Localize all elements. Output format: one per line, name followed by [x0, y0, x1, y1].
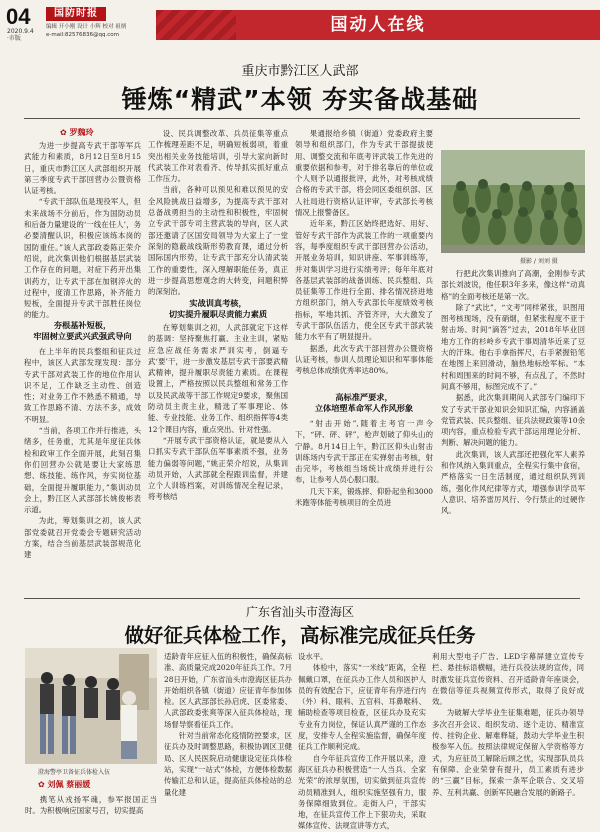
article1-col2: [148, 128, 288, 300]
physical-exam-photo-image: [25, 648, 157, 764]
article1-photo-caption: 摄影 / 刘刘 摄: [520, 258, 558, 265]
paragraph: 果通报给乡镇（街道）党委政府主要领导和组织部门，作为专武干部提拔使用、调整交流和年底考评武装工作先进的重要依据和参考，对于排名靠后的单位或个人则予以通报批评，此外，对考核成绩合格的专武干部，将会同区委组织部、区人社局进行资格认证评审，专武部长考核情况上报警备区。: [295, 129, 433, 218]
paragraph: 设、民兵调整改革、兵员征集等重点工作梳理差距不足，明确短板弱项，着重突出相关业务技能培训，引导大家向新时代武装工作对表看齐、传导抓实抓好重点工作压力。: [148, 129, 288, 184]
article2-photo: [25, 648, 157, 764]
divider-rule: [24, 598, 580, 599]
paragraph: 在筹划集训之初，人武部就定下这样的基调：坚持聚焦打赢、主业主训，紧贴应急应战任务需求严训实考，倒逼专武‘要’干，进一步激发基层专武干部要武精武精神，提升履职尽责能力素质。在课程设置上，严格按照以民兵整组和常务工作以及民武战等干部工作规定9要求，聚焦国防动员主责主业，精选了军事理论、体能、专业技能、业务工作、组织指挥等4类12个课目内容，重点突出、针对性强。: [148, 323, 288, 434]
article2-colC: [298, 651, 426, 831]
paragraph: “开展专武干部资格认证，就是要从入口抓实专武干部队伍军事素质不强，业务能力偏弱等问题，”姚正荣介绍说，从集训动员开始，人武部就全程跟训监督，并建立个人训练档案，对训练情况全程记录，将考核结: [148, 435, 288, 502]
article1-col4: [441, 268, 585, 596]
paragraph: 当前，各种可以预见和难以预见的安全风险挑战日益增多，为提高专武干部对总备战勇担当的主动性和积极性，牢固树立专武干部专司主营武装的导向，区人武部还邀请了区国安局领导为大家上了一堂深刻的隐蔽战线斯形势教育课，通过分析国际国内形势，让专武干部充分认清武装工作的重要性，深入理解职能任务，真正进一步提高思想观念的大转变，问题积弊的深刻治。: [148, 185, 288, 297]
subhead-text: 牢固树立要武兴武强武导向: [33, 331, 132, 341]
article1-photo: [441, 150, 585, 253]
paragraph: 除了“武比”，“文考”同样紧张，识图用图考核现场，没有硝烟，但紧张程度不亚于射击场、时间“滴答”过去，2018年毕业回地方工作的杉岭乡专武干事周清华近来了豆大的汗珠。他右手拿指挥尺，右手紧握铅笔在地图上来回滑动，脑热地标绘军标。“本村和周围来的时间不够，有点乱了，不然时间真不够用，标图完成不了。”: [441, 302, 585, 391]
paragraph: “射击开始”,随着主考官一声令下，“砰、砰、砰”，枪声划破了仰头山的宁静。8月14日上午，黔江区仰头山射击训练场内专武干部正在实弹射击考核，射击完毕，考核组当场统计成绩并进行公布，让参考人员心服口服。: [295, 419, 433, 485]
article2-headline: 做好征兵体检工作，高标准完成征兵任务: [124, 624, 476, 647]
paragraph: 为破解大学毕业生征集难题，征兵办领导多次召开会议、组织发动、逐个走访、精准宣传、挂钩企业、解难释疑，鼓动大学毕业生积极参军入伍。按照法律规定保留入学资格等方式，为应征员工解除后顾之忧，实现部队员兵有保障、企业荣誉有提升，员工素质有进步的“三赢”目标，探索一条军企联合、交叉培养、互利共赢、创新军民融合发展的新路子。: [432, 708, 584, 797]
paragraph: 为进一步提高专武干部等军兵武能力和素质，8月12日至8月15日，重庆市黔江区人武部组织开展第三季度专武干部回营办公暨资格认证考核。: [24, 141, 141, 196]
edition-text: ·市版: [7, 35, 21, 42]
article2-colA: [25, 794, 157, 824]
page-number: 04: [6, 4, 31, 29]
date-text: 2020.9.4: [7, 28, 34, 35]
contact-email: e-mail:82576836@qq.com: [46, 32, 119, 38]
paragraph: 设水平。: [298, 652, 328, 661]
paragraph: 在上半年的民兵整组和征兵过程中，该区人武部发现发现：部分专武干部对武装工作的地位作用认识不足，工作缺乏主动性、创造性；对业务工作不熟悉不精通，导致工作思路不清、方法不多，成效不明显。: [24, 347, 141, 424]
section-title: 国动人在线: [330, 15, 426, 35]
staff-credits: 编辑 开小刚 设计 小辉 校对 祖炳: [46, 24, 127, 30]
paragraph: 针对当前常态化疫情防控要求，区征兵办及时调整思路，积极协调区卫健局、区人民医院启动健康设定征兵体检站，实现“一站式”体检，方便体检数据传输汇总和认证，提高征兵体检站的总量化建: [164, 731, 292, 797]
paragraph: 几天下来，锻炼摔、仰卧起坐和3000米跑等体能考核项目的全员进: [295, 486, 433, 508]
article1-kicker: 重庆市黔江区人武部: [241, 64, 359, 79]
paragraph: 体检中，落实“一米线”距离，全程佩戴口罩，在征兵办工作人员和医护人员的有效配合下，应征青年有序进行内（外）科、眼科、五官科、耳鼻喉科、辅助检查等项目检查，区征兵办及充实专业有力岗位，保证认真严谨的工作态度，安排专人全程实施监督，确保年度征兵工作顺利完成。: [298, 663, 426, 752]
article2-photo-caption: 澄海警亭卫备征兵体检入伍: [38, 769, 111, 776]
newspaper-logo: 国防时报: [46, 7, 106, 21]
subhead-text: 夯根基补短板，: [53, 320, 112, 330]
subhead-text: 切实提升履职尽责能力素质: [168, 309, 268, 319]
paragraph: 此次集训，该人武部还把强化军人素养和作风纳入集训重点，全程实行集中食宿，严格落实一日生活制度，通过组织队列训练，强化作风纪律等方式，增强参训学员军人意识、培养雷厉风行、令行禁止的过硬作风。: [441, 449, 585, 516]
article1-col2b: [148, 322, 288, 596]
paragraph: 自今年征兵宣传工作开展以来，澄海区征兵办积极营造“一人当兵、全家光荣”的浓厚氛围，切实做到征兵宣传动员精准到人，组织实施坚强有力，服务保障细致到位。走街入户，干部实地，在征兵宣传工作上下狠功夫，采取媒体宣传、法规宣讲等方式，: [298, 753, 426, 831]
subhead-text: 立体培塑革命军人作风形象: [314, 403, 414, 413]
article2-kicker: 广东省汕头市澄海区: [245, 605, 354, 619]
article1-headline: 锤炼“精武”本领 夯实备战基础: [121, 85, 479, 114]
article1-col1b: [24, 346, 141, 596]
paragraph: 行把此次集训推向了高潮，金刚参专武部长刘波说，他任职3年多来，像这样“动真格”的全面考核还是第一次。: [441, 269, 585, 301]
paragraph: 据悉，此次专武干部回营办公暨资格认证考核，参训人员理论知识和军事体能考核总体成绩优秀率达80%。: [295, 343, 433, 376]
paragraph: 据悉，此次集训期间人武部专门编印下发了专武干部业知识会知识汇编，内容涵盖党管武装、民兵整组、征兵法规政策等10余项内容，重点检验专武干部运用理论分析、判断、解决问题的能力。: [441, 393, 585, 448]
paragraph: “当前，各项工作并行推进，头绪多，任务重，尤其是年度征兵体检和政审工作全面开展，此刻召集你们回营办公就是要让大家练思想、练技能、练作风，夯实岗位基础，全面提升履职能力，”集训动员会上，黔江区人武部部长姚俊彬表示道。: [24, 426, 141, 515]
subhead-text: 实战训真考核，: [189, 298, 247, 308]
masthead: [6, 6, 594, 40]
article1-col3: [295, 128, 433, 388]
issue-date: [7, 28, 34, 42]
soldiers-photo-image: [441, 150, 585, 253]
article1-subhead-3: [295, 392, 433, 414]
article1-col3b: [295, 418, 433, 596]
paragraph: 适龄青年应征入伍的积极性，确保高标准、高质量完成2020年征兵工作。7月28日开始，广东省汕头市澄海区征兵办开始组织各镇（街道）应征青年参加体检。区人武部部长孙启虎、区委常委、人武部政委张爽等深入征兵体检站，现场督导察看征兵工作。: [164, 652, 292, 729]
article1-col1: [24, 140, 141, 318]
article2-colD: [432, 651, 584, 824]
paragraph: 为此，筹划集训之初，该人武部党委就召开党委会专题研究活动方案，结合当前基层武装部规范化建: [24, 516, 141, 560]
divider-rule: [24, 118, 580, 119]
paragraph: “专武干部队伍是现役军人，但未来战场不分前后，作为国防动员和后备力量建设的‘一线在任人’，务必要清醒认识，积极应该练本岗的国防重任。”该人武部政委陈正荣介绍说，此次集训他们根据基层武装工作存在的问题，对症下药开出集训药方，让专武干部在加钢淬火的过程中，度清工作思路，补齐能力短板，全面提升专武干部胜任岗位的能力。: [24, 197, 141, 320]
paragraph: 利用大型电子广告、LED字幕屏建立宣传专栏、悬挂标语横幅，进行兵役法规的宣传，同时激发征兵宣传资料、召开适龄青年座谈会，在微信等征兵视频宣传形式，取得了良好成效。: [432, 652, 584, 707]
article2-colB: [164, 651, 292, 824]
paragraph: 近年来，黔江区始终把选好、用好、管好专武干部作为武装工作的一项重要内容，每季度组织专武干部回营办公活动，开展业务培训，知识讲座、军事训练等，并对集训学习进行实绩考评；每年年底对各基层武装部的战备训练、民兵整组、兵员征集等工作进行全面、排名情况挤进地方组织部门，纳入专武部长年度绩效考核指标，军地共抓、齐管齐评，大大激发了专武干部队伍活力，使全区专武干部武装能力水平有了明显提升。: [295, 219, 433, 342]
article1-subhead-2: [148, 298, 288, 320]
section-banner: [156, 10, 600, 40]
article1-byline: ✿ 罗魏玲: [60, 128, 94, 137]
article1-subhead-1: [24, 320, 141, 342]
paragraph: 携笔从戎扬军魂，参军报国正当时。为积极响应国家号召，切实提高: [25, 795, 157, 816]
article2-byline: ✿ 刘佩 蔡丽媛: [38, 780, 91, 789]
subhead-text: 高标准严要求，: [335, 392, 393, 402]
